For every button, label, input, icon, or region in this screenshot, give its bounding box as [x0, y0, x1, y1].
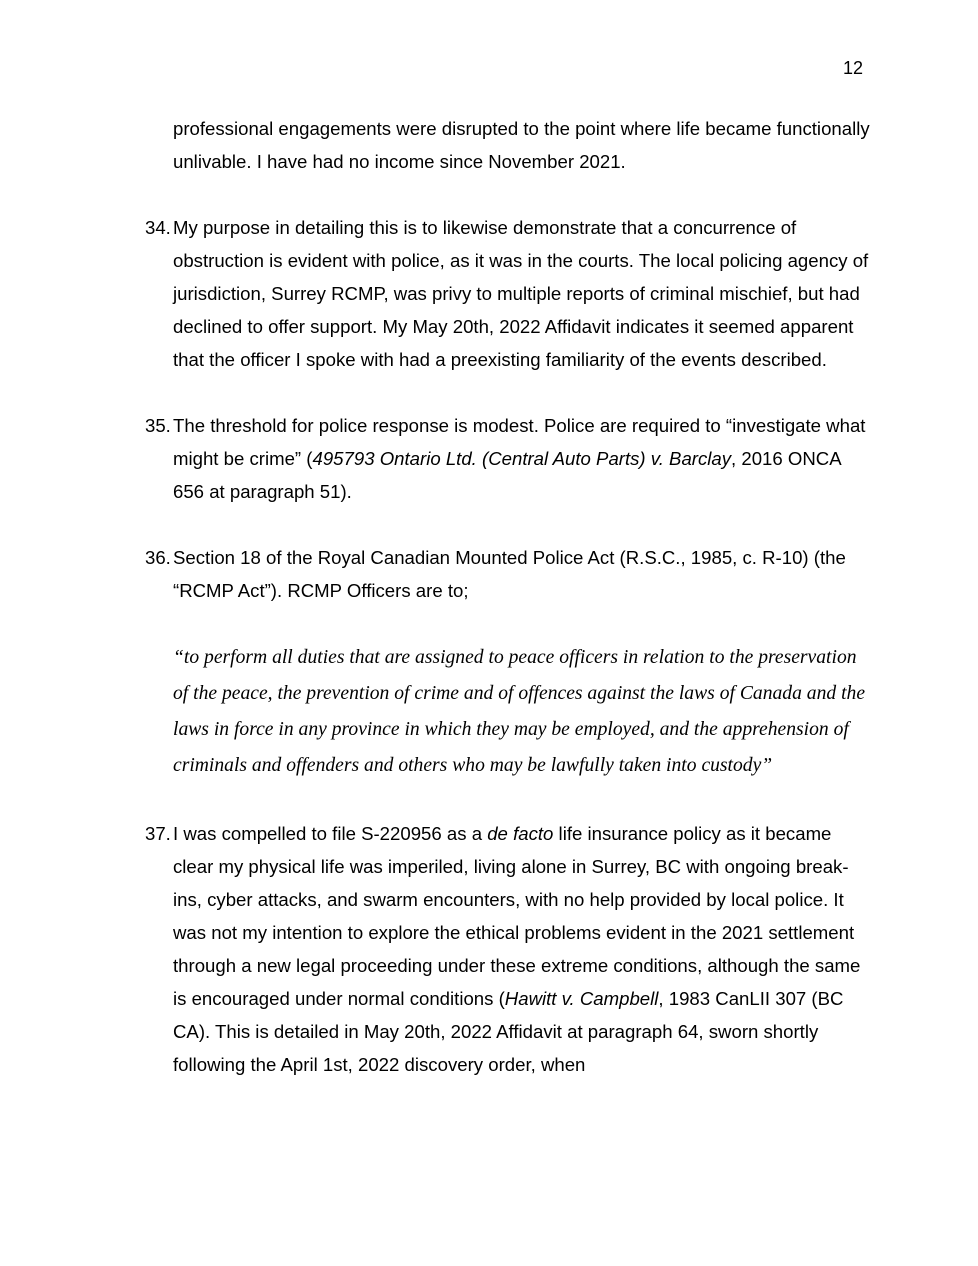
paragraph-text: My purpose in detailing this is to likewise demonstrate that a concurrence of obstruction is evident with police, as it was in the courts. The local policing agency of jurisdiction, Surrey RCMP, was privy to multiple reports of criminal mischief, but had declined to offer support. My May 20th, 2022 Affidavit indicates it seemed apparent that the officer I spoke with had a preexisting familiarity of the events described. — [173, 217, 869, 370]
paragraph-35 — [145, 409, 870, 508]
paragraph-number: 37. — [145, 823, 171, 844]
case-citation: 495793 Ontario Ltd. (Central Auto Parts) v. Barclay — [312, 448, 732, 469]
paragraph-34 — [145, 211, 870, 376]
latin-term: de facto — [487, 823, 554, 844]
paragraph-number: 35. — [145, 415, 171, 436]
statute-quote: “to perform all duties that are assigned to peace officers in relation to the preservation of the peace, the prevention of crime and of offences against the laws of Canada and the laws in force in any province in which they may be employed, and the apprehension of criminals and offenders and others who may be lawfully taken into custody” — [173, 647, 866, 776]
paragraph-text — [173, 409, 870, 508]
page-number: 12 — [842, 58, 863, 78]
continued-paragraph: professional engagements were disrupted to the point where life became functionally unlivable. I have had no income since November 2021. — [173, 118, 870, 172]
case-citation: Hawitt v. Campbell — [504, 988, 659, 1009]
paragraph-text: Section 18 of the Royal Canadian Mounted Police Act (R.S.C., 1985, c. R-10) (the “RCMP Act”). RCMP Officers are to; — [173, 547, 846, 601]
text-segment: I was compelled to file S-220956 as a — [173, 823, 488, 844]
paragraph-number: 34. — [145, 217, 171, 238]
paragraph-37 — [145, 817, 870, 1081]
document-body — [145, 112, 870, 1114]
text-segment: life insurance policy as it became clear my physical life was imperiled, living alone in Surrey, BC with ongoing break-ins, cyber attacks, and swarm encounters, with no help provided by local police. It was not my intention to explore the ethical problems evident in the 2021 settlement through a new legal proceeding under these extreme conditions, although the same is encouraged under normal conditions ( — [173, 823, 861, 1009]
paragraph-text — [173, 817, 870, 1081]
paragraph-36 — [145, 541, 870, 607]
text-segment: , 2016 ONCA 656 at paragraph 51). — [173, 448, 841, 502]
text-segment: The threshold for police response is modest. Police are required to “investigate what might be crime” ( — [173, 415, 866, 469]
text-segment: , 1983 CanLII 307 (BC CA). This is detailed in May 20th, 2022 Affidavit at paragraph 64, sworn shortly following the April 1st, 2022 discovery order, when — [173, 988, 844, 1075]
paragraph-number: 36. — [145, 547, 171, 568]
